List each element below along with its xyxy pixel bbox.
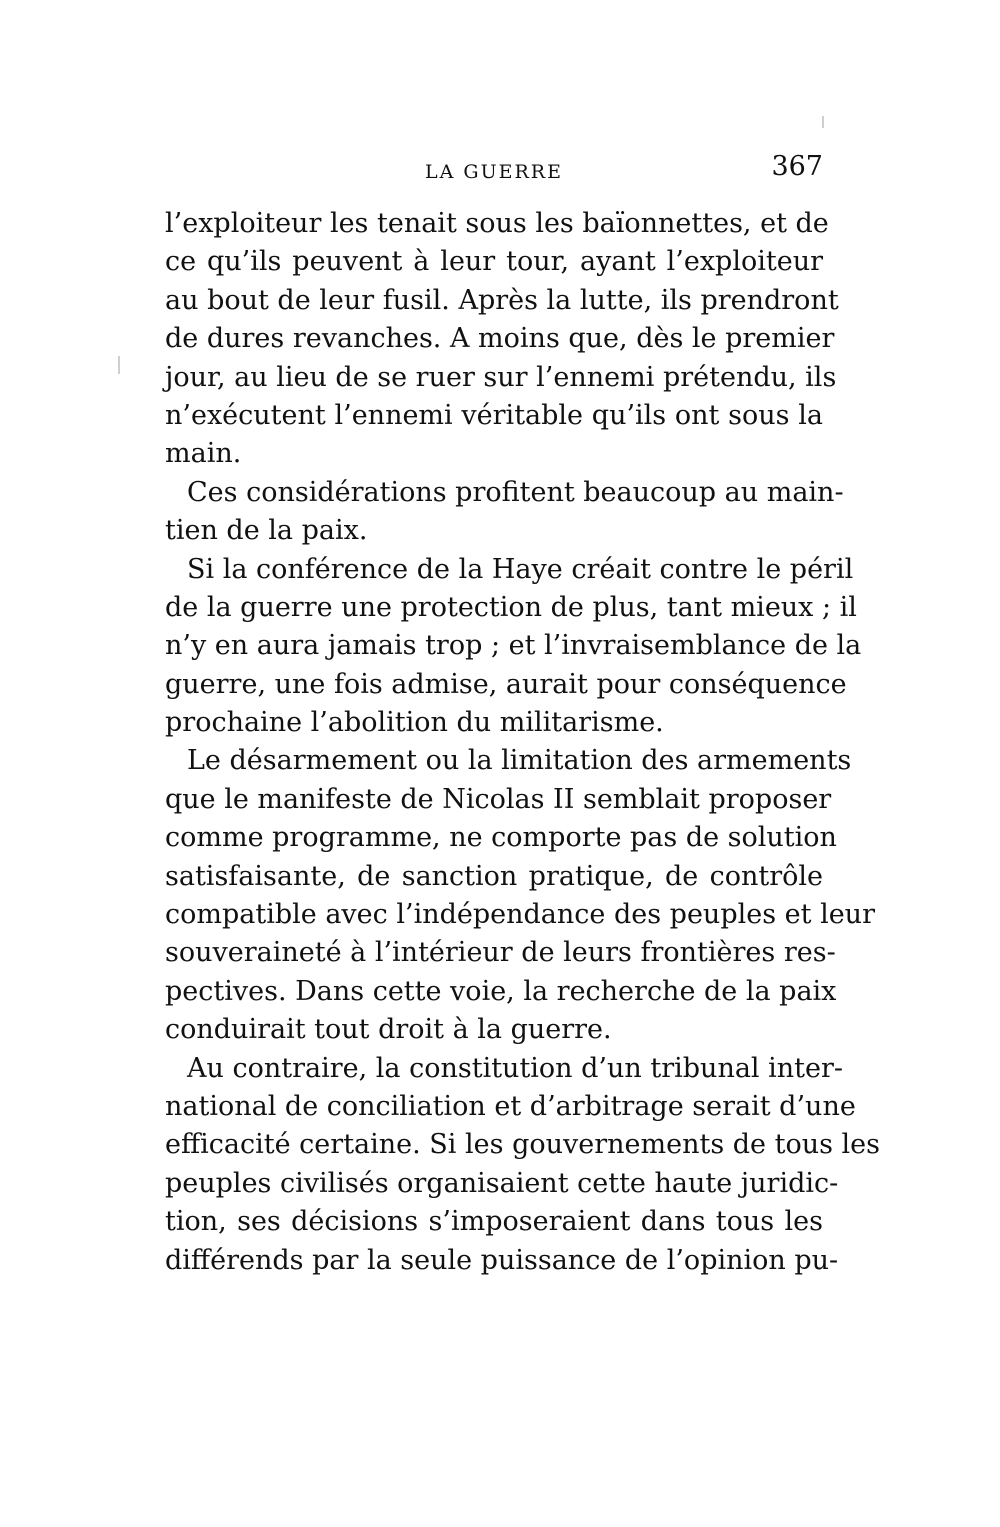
text-line: au bout de leur fusil. Après la lutte, ils prendront bbox=[165, 284, 839, 316]
text-line: Au contraire, la constitution d’un tribunal inter- bbox=[187, 1052, 844, 1084]
text-line: n’exécutent l’ennemi véritable qu’ils ont sous la bbox=[165, 399, 823, 431]
text-line: national de conciliation et d’arbitrage serait d’une bbox=[165, 1090, 856, 1122]
text-line: Ces considérations profitent beaucoup au main- bbox=[187, 476, 844, 508]
text-line: Si la conférence de la Haye créait contre le péril bbox=[187, 553, 854, 585]
text-line: satisfaisante, de sanction pratique, de contrôle bbox=[165, 860, 823, 892]
text-line: tion, ses décisions s’imposeraient dans tous les bbox=[165, 1206, 823, 1238]
text-line: conduirait tout droit à la guerre. bbox=[165, 1014, 612, 1046]
page-number: 367 bbox=[771, 151, 823, 182]
text-line: pectives. Dans cette voie, la recherche de la paix bbox=[165, 975, 837, 1007]
text-line: jour, au lieu de se ruer sur l’ennemi prétendu, ils bbox=[165, 361, 837, 393]
margin-mark bbox=[118, 356, 120, 374]
text-line: compatible avec l’indépendance des peuples et leur bbox=[165, 899, 875, 931]
text-line: tien de la paix. bbox=[165, 515, 368, 547]
text-line: peuples civilisés organisaient cette haute juridic- bbox=[165, 1167, 839, 1199]
running-title: LA GUERRE bbox=[425, 161, 563, 183]
margin-mark bbox=[822, 116, 824, 128]
page-header bbox=[165, 150, 823, 194]
text-line: différends par la seule puissance de l’opinion pu- bbox=[165, 1244, 839, 1276]
text-line: comme programme, ne comporte pas de solution bbox=[165, 822, 837, 854]
text-line: n’y en aura jamais trop ; et l’invraisemblance de la bbox=[165, 630, 862, 662]
text-line: souveraineté à l’intérieur de leurs frontières res- bbox=[165, 937, 836, 969]
text-line: prochaine l’abolition du militarisme. bbox=[165, 707, 664, 739]
text-line: que le manifeste de Nicolas II semblait proposer bbox=[165, 783, 832, 815]
text-line: main. bbox=[165, 438, 242, 470]
text-line: efficacité certaine. Si les gouvernements de tous les bbox=[165, 1129, 881, 1161]
text-line: ce qu’ils peuvent à leur tour, ayant l’exploiteur bbox=[165, 246, 823, 278]
text-line: de dures revanches. A moins que, dès le premier bbox=[165, 323, 835, 355]
text-line: l’exploiteur les tenait sous les baïonnettes, et de bbox=[165, 208, 829, 239]
text-line: de la guerre une protection de plus, tant mieux ; il bbox=[165, 591, 857, 623]
text-line: Le désarmement ou la limitation des armements bbox=[187, 745, 852, 777]
text-line: guerre, une fois admise, aurait pour conséquence bbox=[165, 668, 847, 700]
body-text bbox=[165, 205, 881, 1280]
